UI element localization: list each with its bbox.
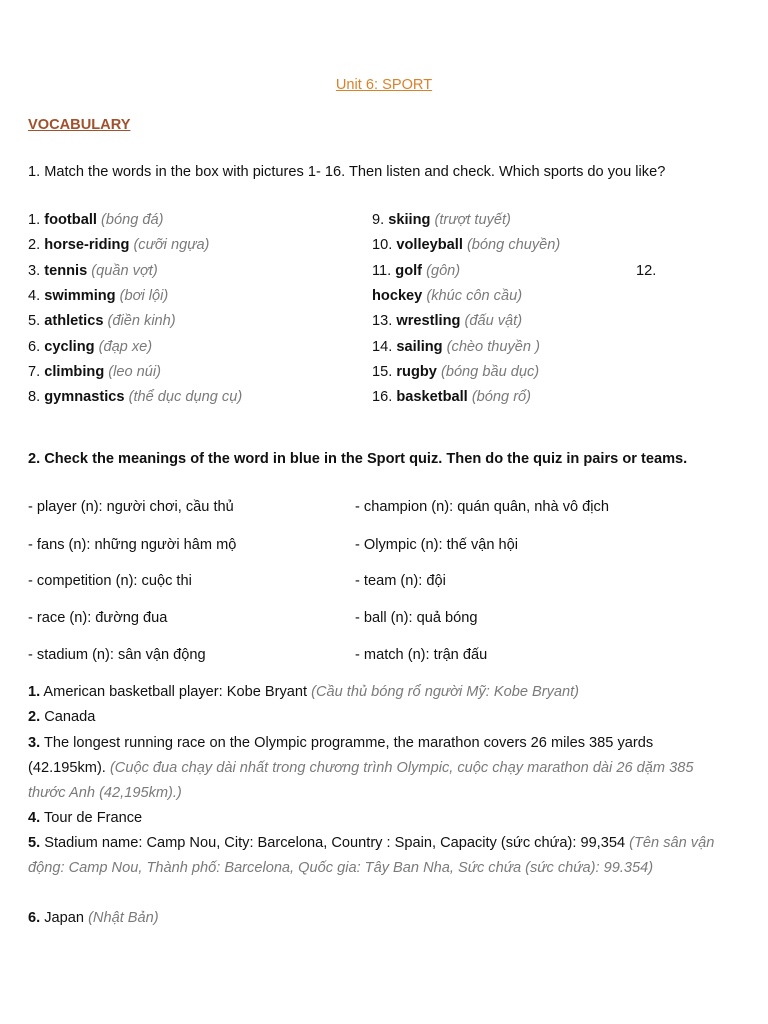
vocab-item	[28, 311, 176, 331]
vocab-number: 16.	[372, 389, 393, 406]
vocab-number: 1.	[28, 212, 41, 228]
vocab-number: 2.	[28, 237, 41, 254]
vocab-word: tennis	[44, 262, 88, 279]
vocab-item	[372, 235, 560, 255]
vocab-number: 5.	[28, 313, 41, 330]
answer-number: 6.	[28, 910, 41, 926]
exercise2-instruction: 2. Check the meanings of the word in blue in the Sport quiz. Then do the quiz in pairs or teams.	[28, 451, 688, 467]
vocab-word: volleyball	[396, 237, 463, 254]
vocab-item	[372, 210, 511, 230]
vocab-translation: (đấu vật)	[464, 313, 523, 330]
vocab-item	[372, 387, 531, 407]
exercise1-instruction: 1. Match the words in the box with pictures 1- 16. Then listen and check. Which sports do you like?	[28, 164, 666, 180]
vocab-item	[372, 362, 539, 382]
answer-text: The longest running race on the Olympic programme, the marathon covers 26 miles 385 yards (42.195km).	[28, 735, 654, 776]
vocab-number: 9.	[372, 212, 385, 228]
answer-text: Japan	[44, 910, 84, 926]
answer-6	[28, 906, 728, 931]
meaning-right: - team (n): đội	[355, 573, 446, 589]
vocab-word: cycling	[44, 338, 95, 355]
answer-translation: (Tên sân vận động: Camp Nou, Thành phố: Barcelona, Quốc gia: Tây Ban Nha, Sức chứa (sức chứa): 99.354)	[28, 835, 715, 876]
vocab-number: 6.	[28, 338, 41, 355]
vocab-item	[372, 311, 522, 331]
vocab-number-12: 12.	[636, 263, 657, 279]
vocab-translation: (gôn)	[426, 262, 461, 279]
vocab-translation: (quần vợt)	[91, 262, 158, 279]
vocab-number: 7.	[28, 363, 41, 380]
vocab-word: football	[44, 212, 97, 228]
meaning-left: - race (n): đường đua	[28, 610, 168, 626]
vocab-number: 8.	[28, 389, 41, 406]
meaning-left: - stadium (n): sân vận động	[28, 647, 206, 663]
answer-5	[28, 831, 718, 881]
vocab-translation: (bóng rổ)	[471, 389, 532, 406]
answer-text: Tour de France	[43, 810, 143, 826]
vocab-word: sailing	[396, 338, 443, 355]
answer-translation: (Nhật Bản)	[88, 910, 159, 926]
vocab-item	[28, 286, 168, 306]
meaning-right: - champion (n): quán quân, nhà vô địch	[355, 499, 609, 515]
meaning-right: - ball (n): quả bóng	[355, 610, 478, 626]
vocab-word: golf	[395, 262, 423, 279]
answer-translation: (Cuộc đua chạy dài nhất trong chương trình Olympic, cuộc chạy marathon dài 26 dặm 385 thước Anh (42,195km).)	[28, 760, 694, 801]
vocab-translation: (bóng chuyền)	[466, 237, 561, 254]
meaning-left: - player (n): người chơi, cầu thủ	[28, 499, 234, 515]
answer-text: American basketball player: Kobe Bryant	[43, 684, 308, 700]
vocab-item	[28, 387, 242, 407]
vocab-translation: (điền kinh)	[107, 313, 176, 330]
vocab-translation: (khúc côn cầu)	[426, 287, 523, 304]
vocab-translation: (bơi lội)	[119, 287, 169, 304]
vocab-word: wrestling	[396, 313, 461, 330]
vocab-translation: (bóng đá)	[101, 212, 164, 228]
vocab-item	[28, 337, 152, 357]
vocab-translation: (cưỡi ngựa)	[133, 237, 210, 254]
vocab-word: horse-riding	[44, 237, 130, 254]
vocab-item	[372, 261, 460, 281]
meaning-left: - fans (n): những người hâm mộ	[28, 537, 237, 553]
section-heading: VOCABULARY	[28, 117, 131, 133]
answer-2	[28, 705, 728, 730]
vocab-number: 13.	[372, 313, 393, 330]
vocab-translation: (chèo thuyền )	[446, 338, 540, 355]
answer-3	[28, 731, 718, 806]
answer-number: 4.	[28, 810, 41, 826]
answer-number: 3.	[28, 735, 41, 751]
vocab-number: 14.	[372, 338, 393, 355]
vocab-word: athletics	[44, 313, 104, 330]
vocab-number: 15.	[372, 363, 393, 380]
vocab-translation: (leo núi)	[108, 363, 162, 380]
vocab-item	[28, 261, 158, 281]
vocab-item	[28, 210, 163, 230]
vocab-translation: (bóng bầu dục)	[440, 363, 540, 380]
vocab-word: climbing	[44, 363, 105, 380]
vocab-word: gymnastics	[44, 389, 125, 406]
vocab-item	[372, 286, 522, 306]
vocab-word: basketball	[396, 389, 468, 406]
answer-number: 1.	[28, 684, 41, 700]
vocab-word: rugby	[396, 363, 437, 380]
meaning-right: - match (n): trận đấu	[355, 647, 488, 663]
meaning-right: - Olympic (n): thế vận hội	[355, 537, 519, 553]
vocab-number: 10.	[372, 237, 393, 254]
vocab-translation: (đạp xe)	[98, 338, 153, 355]
vocab-item	[28, 362, 161, 382]
vocab-translation: (thể dục dụng cụ)	[128, 389, 243, 406]
answer-number: 2.	[28, 709, 41, 725]
vocab-item	[28, 235, 209, 255]
vocab-translation: (trượt tuyết)	[434, 212, 511, 228]
vocab-number: 4.	[28, 287, 41, 304]
answer-text: Stadium name: Camp Nou, City: Barcelona, Country : Spain, Capacity (sức chứa): 99,354	[44, 835, 626, 851]
vocab-number: 3.	[28, 262, 41, 279]
vocab-word: skiing	[388, 212, 431, 228]
title-text: Unit 6: SPORT	[335, 77, 433, 93]
vocab-word: swimming	[44, 287, 116, 304]
answer-text: Canada	[44, 709, 96, 725]
answer-1	[28, 680, 728, 705]
vocab-item	[372, 337, 540, 357]
answer-4	[28, 806, 728, 831]
answer-translation: (Cầu thủ bóng rổ người Mỹ: Kobe Bryant)	[311, 684, 580, 700]
vocab-word: hockey	[372, 287, 423, 304]
page-title	[0, 77, 768, 93]
vocab-number: 11.	[372, 262, 392, 279]
answer-number: 5.	[28, 835, 41, 851]
meaning-left: - competition (n): cuộc thi	[28, 573, 192, 589]
